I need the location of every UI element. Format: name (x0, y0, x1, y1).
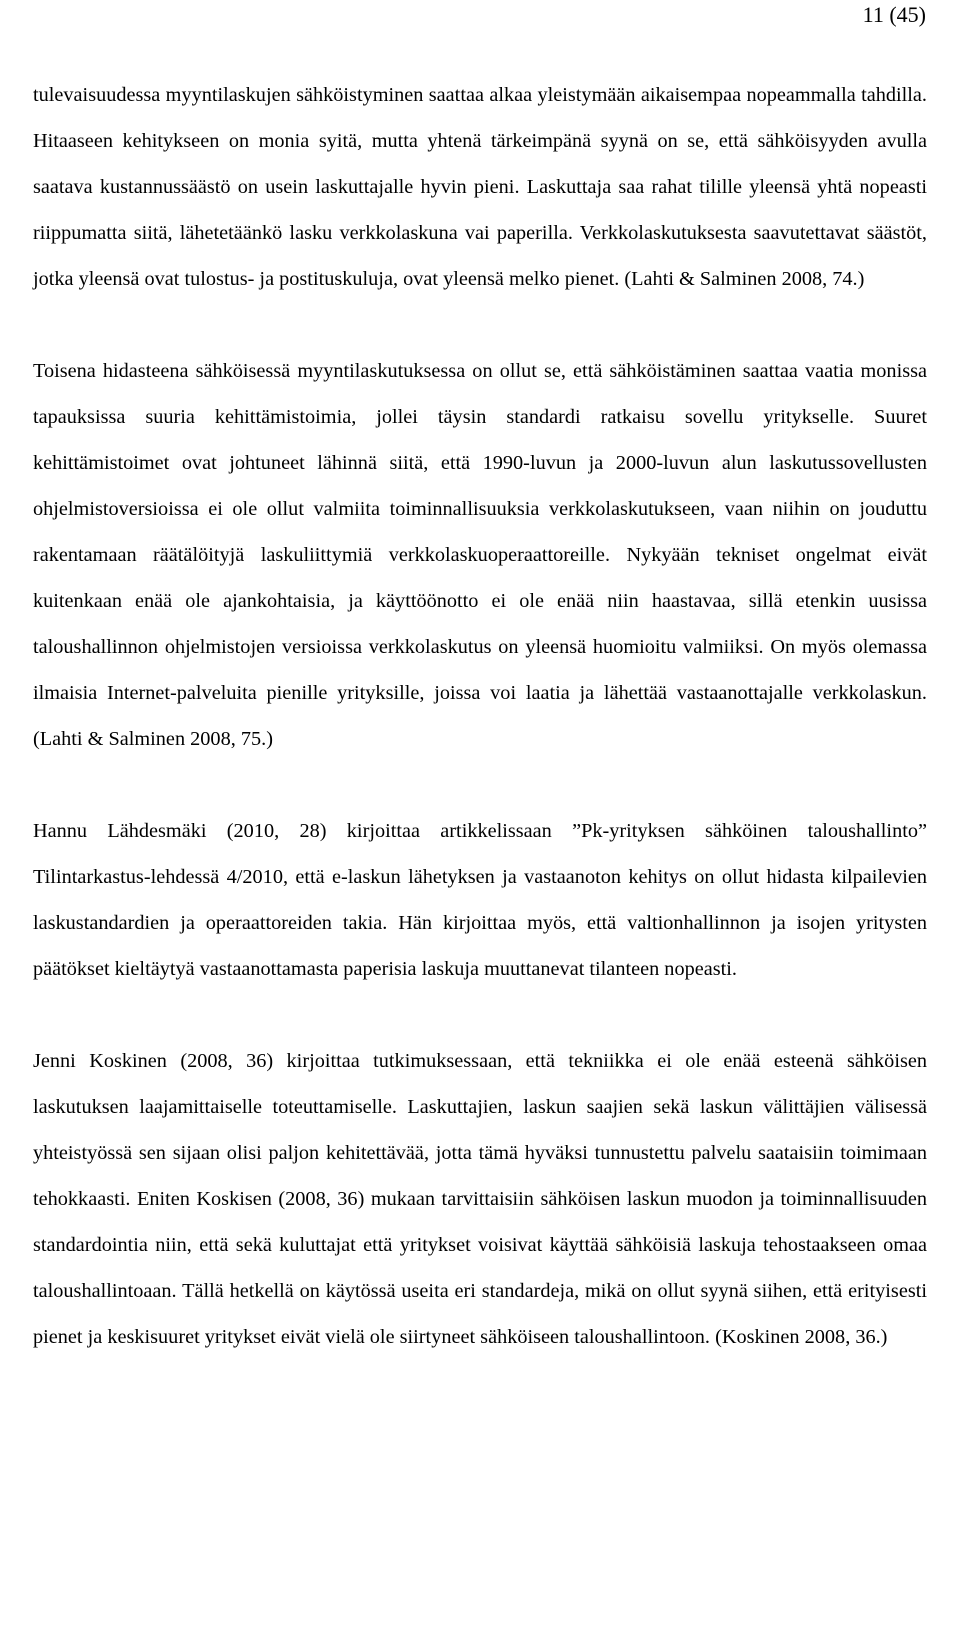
paragraph-sales-invoice-slowness: tulevaisuudessa myyntilaskujen sähköistyminen saattaa alkaa yleistymään aikaisempaa nopeammalla tahdilla. Hitaaseen kehitykseen on monia syitä, mutta yhtenä tärkeimpänä syynä on se, että sähköisyyden avulla saatava kustannussäästö on usein laskuttajalle hyvin pieni. Laskuttaja saa rahat tilille yleensä yhtä nopeasti riippumatta siitä, lähetetäänkö lasku verkkolaskuna vai paperilla. Verkkolaskutuksesta saavutettavat säästöt, jotka yleensä ovat tulostus- ja postituskuluja, ovat yleensä melko pienet. (Lahti & Salminen 2008, 74.) (33, 84, 927, 290)
paragraph-koskinen: Jenni Koskinen (2008, 36) kirjoittaa tutkimuksessaan, että tekniikka ei ole enää esteenä sähköisen laskutuksen laajamittaiselle toteuttamiselle. Laskuttajien, laskun saajien sekä laskun välittäjien välisessä yhteistyössä sen sijaan olisi paljon kehitettävää, jotta tämä hyväksi tunnustettu palvelu saataisiin toimimaan tehokkaasti. Eniten Koskisen (2008, 36) mukaan tarvittaisiin sähköisen laskun muodon ja toiminnallisuuden standardointia niin, että sekä kuluttajat että yritykset voisivat käyttää sähköisiä laskuja tehostaakseen omaa taloushallintoaan. Tällä hetkellä on käytössä useita eri standardeja, mikä on ollut syynä siihen, että erityisesti pienet ja keskisuuret yritykset eivät vielä ole siirtyneet sähköiseen taloushallintoon. (Koskinen 2008, 36.) (33, 1050, 927, 1348)
paragraph-lahdesmaki: Hannu Lähdesmäki (2010, 28) kirjoittaa artikkelissaan ”Pk-yrityksen sähköinen taloushallinto” Tilintarkastus-lehdessä 4/2010, että e-laskun lähetyksen ja vastaanoton kehitys on ollut hidasta kilpailevien laskustandardien ja operaattoreiden takia. Hän kirjoittaa myös, että valtionhallinnon ja isojen yritysten päätökset kieltäytyä vastaanottamasta paperisia laskuja muuttanevat tilanteen nopeasti. (33, 820, 927, 980)
paragraph-development-obstacles: Toisena hidasteena sähköisessä myyntilaskutuksessa on ollut se, että sähköistäminen saattaa vaatia monissa tapauksissa suuria kehittämistoimia, jollei täysin standardi ratkaisu sovellu yritykselle. Suuret kehittämistoimet ovat johtuneet lähinnä siitä, että 1990-luvun ja 2000-luvun alun laskutussovellusten ohjelmistoversioissa ei ole ollut valmiita toiminnallisuuksia verkkolaskutukseen, vaan niihin on jouduttu rakentamaan räätälöityjä laskuliittymiä verkkolaskuoperaattoreille. Nykyään tekniset ongelmat eivät kuitenkaan enää ole ajankohtaisia, ja käyttöönotto ei ole enää niin haastavaa, sillä etenkin uusissa taloushallinnon ohjelmistojen versioissa verkkolaskutus on yleensä huomioitu valmiiksi. On myös olemassa ilmaisia Internet-palveluita pienille yrityksille, joissa voi laatia ja lähettää vastaanottajalle verkkolaskun. (Lahti & Salminen 2008, 75.) (33, 360, 927, 750)
body-text (33, 72, 927, 1360)
paragraph-spacer (33, 302, 927, 348)
paragraph-spacer (33, 992, 927, 1038)
paragraph-spacer (33, 762, 927, 808)
page-number: 11 (45) (862, 2, 926, 27)
